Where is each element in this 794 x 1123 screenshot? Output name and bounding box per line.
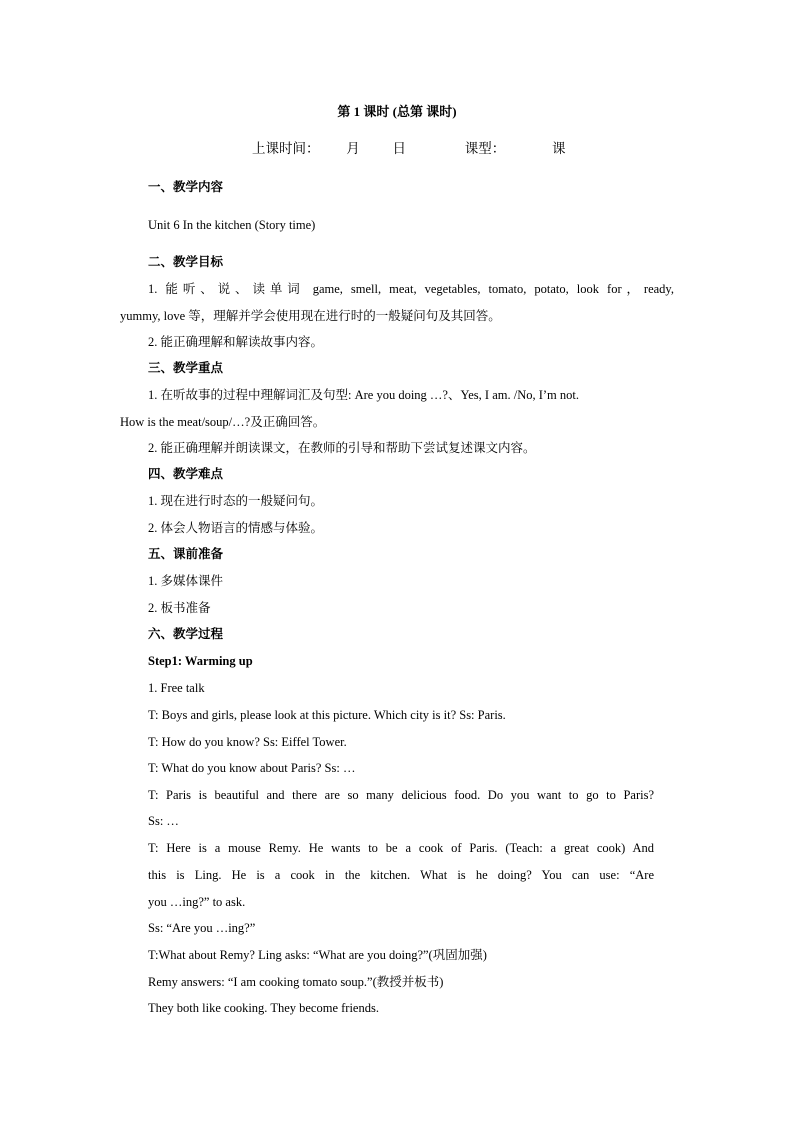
section-heading-difficulties: 四、教学难点 [148,467,224,481]
difficulty-line-1: 1. 现在进行时态的一般疑问句。 [148,494,324,508]
process-line: this is Ling. He is a cook in the kitchen. What is he doing? You can use: “Are [148,868,654,882]
process-line: you …ing?” to ask. [148,895,246,909]
section-heading-content: 一、教学内容 [148,180,224,194]
process-line: T: What do you know about Paris? Ss: … [148,761,356,775]
lesson-title: 第 1 课时 (总第 课时) [337,104,457,119]
preparation-line-1: 1. 多媒体课件 [148,574,224,588]
goal-line-3: 2. 能正确理解和解读故事内容。 [148,335,324,349]
section-heading-preparation: 五、课前准备 [148,547,224,561]
keypoint-line-2: How is the meat/soup/…?及正确回答。 [120,415,326,429]
goal-line-2: yummy, love 等，理解并学会使用现在进行时的一般疑问句及其回答。 [120,309,501,323]
class-type-label: 课型： [464,141,506,156]
goal-line-1: 1. 能听、说、读单词 game, smell, meat, vegetables, tomato, potato, look for，ready, [148,282,674,296]
class-type-suffix: 课 [552,141,566,156]
process-line: They both like cooking. They become friends. [148,1001,379,1015]
process-line: T: Here is a mouse Remy. He wants to be a cook of Paris. (Teach: a great cook) And [148,841,654,855]
class-info-line [252,141,566,157]
process-line: T: How do you know? Ss: Eiffel Tower. [148,735,347,749]
process-line: Ss: “Are you …ing?” [148,921,256,935]
preparation-line-2: 2. 板书准备 [148,601,211,615]
process-line: T:What about Remy? Ling asks: “What are you doing?”(巩固加强) [148,948,487,962]
section-heading-process: 六、教学过程 [148,627,224,641]
process-line: T: Paris is beautiful and there are so many delicious food. Do you want to go to Paris? [148,788,654,802]
process-line: T: Boys and girls, please look at this picture. Which city is it? Ss: Paris. [148,708,506,722]
process-line: Remy answers: “I am cooking tomato soup.”(教授并板书) [148,975,444,989]
step1-heading: Step1: Warming up [148,654,253,668]
section-heading-goals: 二、教学目标 [148,255,224,269]
class-time-label: 上课时间： [252,141,320,156]
keypoint-line-1: 1. 在听故事的过程中理解词汇及句型: Are you doing …?、Yes, I am. /No, I’m not. [148,388,580,402]
keypoint-line-3: 2. 能正确理解并朗读课文，在教师的引导和帮助下尝试复述课文内容。 [148,441,536,455]
difficulty-line-2: 2. 体会人物语言的情感与体验。 [148,521,324,535]
section-heading-keypoints: 三、教学重点 [148,361,224,375]
process-line: Ss: … [148,814,179,828]
content-line: Unit 6 In the kitchen (Story time) [148,218,316,232]
process-line: 1. Free talk [148,681,205,695]
month-label: 月 [346,141,360,156]
day-label: 日 [392,141,406,156]
